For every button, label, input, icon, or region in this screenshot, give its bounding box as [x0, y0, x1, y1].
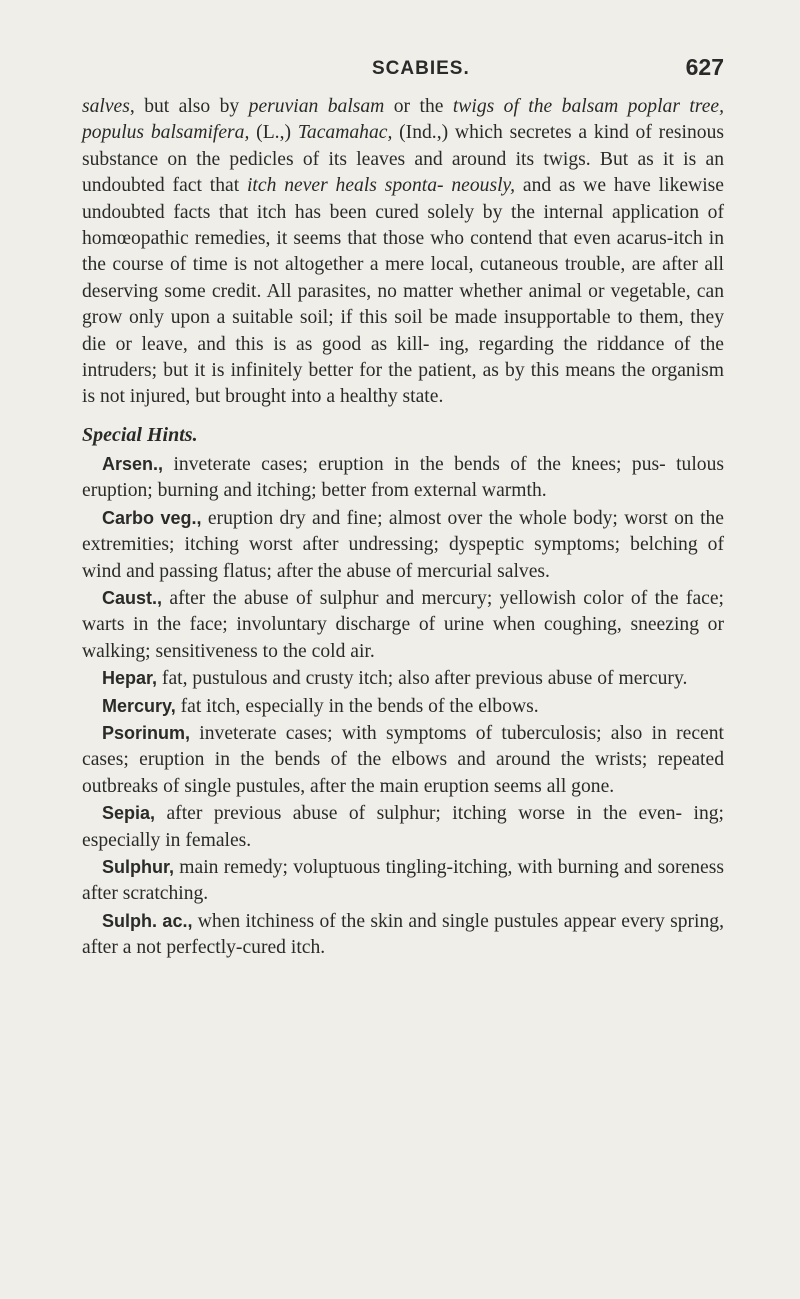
remedy-text: after previous abuse of sulphur; itching worse in the even- ing; especially in females.: [82, 803, 724, 851]
remedy-name: Carbo veg.,: [102, 507, 202, 528]
remedy-entry: [82, 908, 724, 962]
remedy-text: after the abuse of sulphur and mercury; yellowish color of the face; warts in the face; involuntary discharge of urine when coughing, sneezing or walking; sensitiveness to the cold air.: [82, 587, 724, 662]
remedy-entry: [82, 505, 724, 585]
section-heading: Special Hints.: [82, 423, 198, 446]
remedy-text: inveterate cases; with symptoms of tuberculosis; also in recent cases; eruption in the bends of the elbows and around the wrists; repeated outbreaks of single pustules, after the main eruption seems all gone.: [82, 722, 724, 797]
remedy-name: Psorinum,: [102, 722, 191, 743]
term-itch-never-heals: itch never heals sponta- neously,: [246, 175, 516, 197]
remedy-text: fat, pustulous and crusty itch; also after previous abuse of mercury.: [157, 668, 688, 690]
term-salves: salves: [82, 96, 130, 117]
page-number: 627: [685, 54, 724, 80]
remedy-entry: [82, 854, 724, 908]
remedy-entry: [82, 665, 724, 692]
remedy-name: Sulphur,: [102, 856, 174, 877]
remedy-text: when itchiness of the skin and single pustules appear every spring, after a not perfectly-cured itch.: [82, 910, 724, 959]
remedy-entry: [82, 693, 724, 720]
remedy-entry: [82, 585, 724, 665]
remedy-name: Hepar,: [102, 668, 158, 689]
running-head: [82, 54, 724, 94]
remedy-name: Sulph. ac.,: [102, 910, 193, 931]
remedy-text: inveterate cases; eruption in the bends of the knees; pus- tulous eruption; burning and itching; better from external warmth.: [82, 453, 724, 502]
remedy-text: main remedy; voluptuous tingling-itching, with burning and soreness after scratching.: [82, 856, 724, 905]
body-text: [82, 94, 724, 962]
remedy-entry: [82, 720, 724, 800]
remedy-name: Caust.,: [102, 587, 163, 608]
term-tacamahac: Tacamahac,: [297, 122, 393, 144]
remedy-name: Sepia,: [102, 803, 156, 824]
remedy-text: eruption dry and fine; almost over the whole body; worst on the extremities; itching worst after undressing; dyspeptic symptoms; belching of wind and passing flatus; after the abuse of mercurial salves.: [82, 507, 725, 582]
remedy-entry: [82, 800, 724, 854]
remedy-entry: [82, 451, 724, 505]
running-title: SCABIES.: [372, 58, 470, 79]
term-balsam-poplar: twigs of the balsam poplar tree, populus balsamifera,: [82, 96, 724, 144]
remedy-name: Arsen.,: [102, 453, 164, 474]
term-peruvian-balsam: peruvian balsam: [248, 96, 385, 117]
remedy-name: Mercury,: [102, 695, 176, 716]
remedy-text: fat itch, especially in the bends of the elbows.: [175, 695, 539, 717]
intro-paragraph: salves, but also by peruvian balsam or the twigs of the balsam poplar tree, populus balsamifera, (L.,) Tacamahac, (Ind.,) which secretes a kind of resinous substance on the pedicles of its leaves and around its twigs. But as it is an undoubted fact that itch never heals sponta- neously, and as we have likewise undoubted facts that itch has been cured solely by the internal application of homœopathic remedies, it seems that those who contend that even acarus-itch in the course of time is not altogether a mere local, cutaneous trouble, are after all deserving some credit. All parasites, no matter whether animal or vegetable, can grow only upon a suitable soil; if this soil be made insupportable to them, they die or leave, and this is as good as kill- ing, regarding the riddance of the intruders; but it is infinitely better for the patient, as by this means the organism is not injured, but brought into a healthy state.: [82, 96, 724, 408]
